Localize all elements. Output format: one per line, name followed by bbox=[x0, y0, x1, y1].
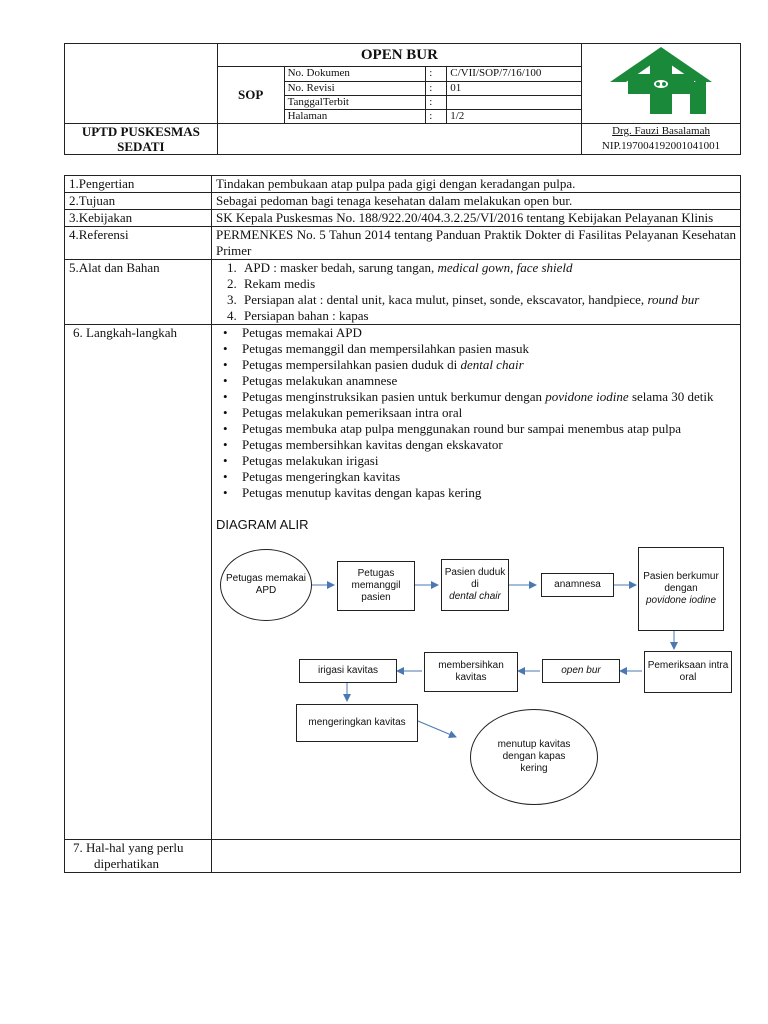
row-kebijakan bbox=[65, 210, 741, 227]
org-line-2: SEDATI bbox=[117, 139, 165, 154]
meta-label-2: TanggalTerbit bbox=[284, 96, 426, 110]
flow-node-berkumur-italic: povidone iodine bbox=[645, 595, 717, 606]
meta-value-2 bbox=[447, 96, 582, 110]
list-item bbox=[242, 325, 736, 341]
text-referensi: PERMENKES No. 5 Tahun 2014 tentang Panduan Praktik Dokter di Fasilitas Pelayanan Kesehatan Primer bbox=[212, 227, 741, 260]
meta-value-3: 1/2 bbox=[447, 110, 582, 124]
label-tujuan: 2.Tujuan bbox=[65, 193, 212, 210]
label-alat-bahan: 5.Alat dan Bahan bbox=[65, 260, 212, 325]
row-alat-bahan bbox=[65, 260, 741, 325]
meta-label-1: No. Revisi bbox=[284, 82, 426, 96]
label-pengertian: 1.Pengertian bbox=[65, 176, 212, 193]
flow-node-berkumur-text: Pasien berkumur dengan bbox=[643, 571, 719, 594]
step-7: Petugas membuka atap pulpa menggunakan round bur sampai menembus atap pulpa bbox=[242, 421, 681, 436]
alat-item-4: Persiapan bahan : kapas bbox=[244, 308, 369, 323]
alat-item-1-italic: medical gown, face shield bbox=[437, 260, 573, 275]
meta-sep-3: : bbox=[426, 110, 447, 124]
list-item bbox=[242, 485, 736, 501]
step-5-italic: povidone iodine bbox=[545, 389, 629, 404]
flow-node-anamnesa: anamnesa bbox=[541, 573, 614, 597]
content-langkah bbox=[212, 325, 741, 840]
step-8: Petugas membersihkan kavitas dengan ekskavator bbox=[242, 437, 503, 452]
org-line-1: UPTD PUSKESMAS bbox=[81, 124, 200, 139]
step-9: Petugas melakukan irigasi bbox=[242, 453, 379, 468]
label-hal-hal bbox=[65, 840, 212, 873]
meta-sep-1: : bbox=[426, 82, 447, 96]
flow-node-berkumur bbox=[638, 547, 724, 631]
flow-node-memanggil-pasien: Petugas memanggil pasien bbox=[337, 561, 415, 611]
list-item bbox=[240, 260, 736, 276]
flow-node-duduk-italic: dental chair bbox=[449, 591, 501, 602]
alat-item-2: Rekam medis bbox=[244, 276, 316, 291]
row-tujuan bbox=[65, 193, 741, 210]
flow-node-duduk bbox=[441, 559, 509, 611]
flow-node-mengeringkan: mengeringkan kavitas bbox=[296, 704, 418, 742]
sop-body-table bbox=[64, 175, 741, 873]
label-hal-hal-line-1: 7. Hal-hal yang perlu bbox=[73, 840, 184, 855]
sop-label: SOP bbox=[217, 67, 284, 124]
list-item bbox=[242, 373, 736, 389]
meta-value-1: 01 bbox=[447, 82, 582, 96]
header-table bbox=[64, 43, 741, 155]
row-hal-hal bbox=[65, 840, 741, 873]
list-item bbox=[242, 437, 736, 453]
flow-node-memakai-apd: Petugas memakai APD bbox=[220, 549, 312, 621]
alat-item-3-italic: round bur bbox=[647, 292, 700, 307]
row-pengertian bbox=[65, 176, 741, 193]
label-kebijakan: 3.Kebijakan bbox=[65, 210, 212, 227]
label-hal-hal-line-2: diperhatikan bbox=[94, 856, 159, 871]
step-5-end: selama 30 detik bbox=[628, 389, 714, 404]
step-6: Petugas melakukan pemeriksaan intra oral bbox=[242, 405, 463, 420]
puskesmas-logo-icon bbox=[606, 44, 716, 118]
row-referensi bbox=[65, 227, 741, 260]
list-alat-bahan bbox=[212, 260, 741, 325]
step-2: Petugas memanggil dan mempersilahkan pasien masuk bbox=[242, 341, 530, 356]
label-langkah bbox=[65, 325, 212, 840]
list-item bbox=[240, 308, 736, 324]
step-3: Petugas mempersilahkan pasien duduk di bbox=[242, 357, 461, 372]
flow-node-menutup: menutup kavitas dengan kapas kering bbox=[470, 709, 598, 805]
alat-item-1: APD : masker bedah, sarung tangan, bbox=[244, 260, 438, 275]
step-10: Petugas mengeringkan kavitas bbox=[242, 469, 401, 484]
flow-diagram bbox=[216, 533, 736, 833]
list-item bbox=[242, 405, 736, 421]
list-item bbox=[242, 453, 736, 469]
signer-nip: NIP.197004192001041001 bbox=[601, 140, 721, 152]
list-item bbox=[240, 292, 736, 308]
label-referensi: 4.Referensi bbox=[65, 227, 212, 260]
list-item bbox=[242, 421, 736, 437]
step-4: Petugas melakukan anamnese bbox=[242, 373, 398, 388]
text-kebijakan: SK Kepala Puskesmas No. 188/922.20/404.3.2.25/VI/2016 tentang Kebijakan Pelayanan Klinis bbox=[212, 210, 741, 227]
header-empty-cell bbox=[217, 124, 581, 155]
flow-node-pemeriksaan: Pemeriksaan intra oral bbox=[644, 651, 732, 693]
signer-cell bbox=[582, 124, 741, 155]
list-item bbox=[242, 389, 736, 405]
signer-name: Drg. Fauzi Basalamah bbox=[612, 125, 710, 137]
list-item bbox=[242, 341, 736, 357]
list-item bbox=[242, 469, 736, 485]
meta-label-3: Halaman bbox=[284, 110, 426, 124]
meta-value-0: C/VII/SOP/7/16/100 bbox=[447, 67, 582, 82]
organization-name bbox=[65, 124, 218, 155]
step-11: Petugas menutup kavitas dengan kapas kering bbox=[242, 485, 482, 500]
header-blank-cell bbox=[65, 44, 218, 124]
arrow-10-11 bbox=[418, 721, 456, 737]
flow-node-open-bur: open bur bbox=[542, 659, 620, 683]
logo-cell bbox=[582, 44, 741, 124]
text-hal-hal bbox=[212, 840, 741, 873]
step-1: Petugas memakai APD bbox=[242, 325, 362, 340]
flow-node-irigasi: irigasi kavitas bbox=[299, 659, 397, 683]
meta-label-0: No. Dokumen bbox=[284, 67, 426, 82]
text-pengertian: Tindakan pembukaan atap pulpa pada gigi dengan keradangan pulpa. bbox=[212, 176, 741, 193]
step-5: Petugas menginstruksikan pasien untuk berkumur dengan bbox=[242, 389, 546, 404]
row-langkah bbox=[65, 325, 741, 840]
list-item bbox=[240, 276, 736, 292]
flow-node-membersihkan: membersihkan kavitas bbox=[424, 652, 518, 692]
meta-sep-0: : bbox=[426, 67, 447, 82]
list-item bbox=[242, 357, 736, 373]
diagram-title: DIAGRAM ALIR bbox=[216, 517, 309, 532]
flow-node-duduk-text: Pasien duduk di bbox=[444, 567, 506, 590]
document-title: OPEN BUR bbox=[217, 44, 581, 67]
step-3-italic: dental chair bbox=[460, 357, 524, 372]
meta-sep-2: : bbox=[426, 96, 447, 110]
text-tujuan: Sebagai pedoman bagi tenaga kesehatan dalam melakukan open bur. bbox=[212, 193, 741, 210]
alat-item-3: Persiapan alat : dental unit, kaca mulut, pinset, sonde, ekscavator, handpiece, bbox=[244, 292, 648, 307]
label-langkah-text: 6. Langkah-langkah bbox=[73, 325, 177, 340]
